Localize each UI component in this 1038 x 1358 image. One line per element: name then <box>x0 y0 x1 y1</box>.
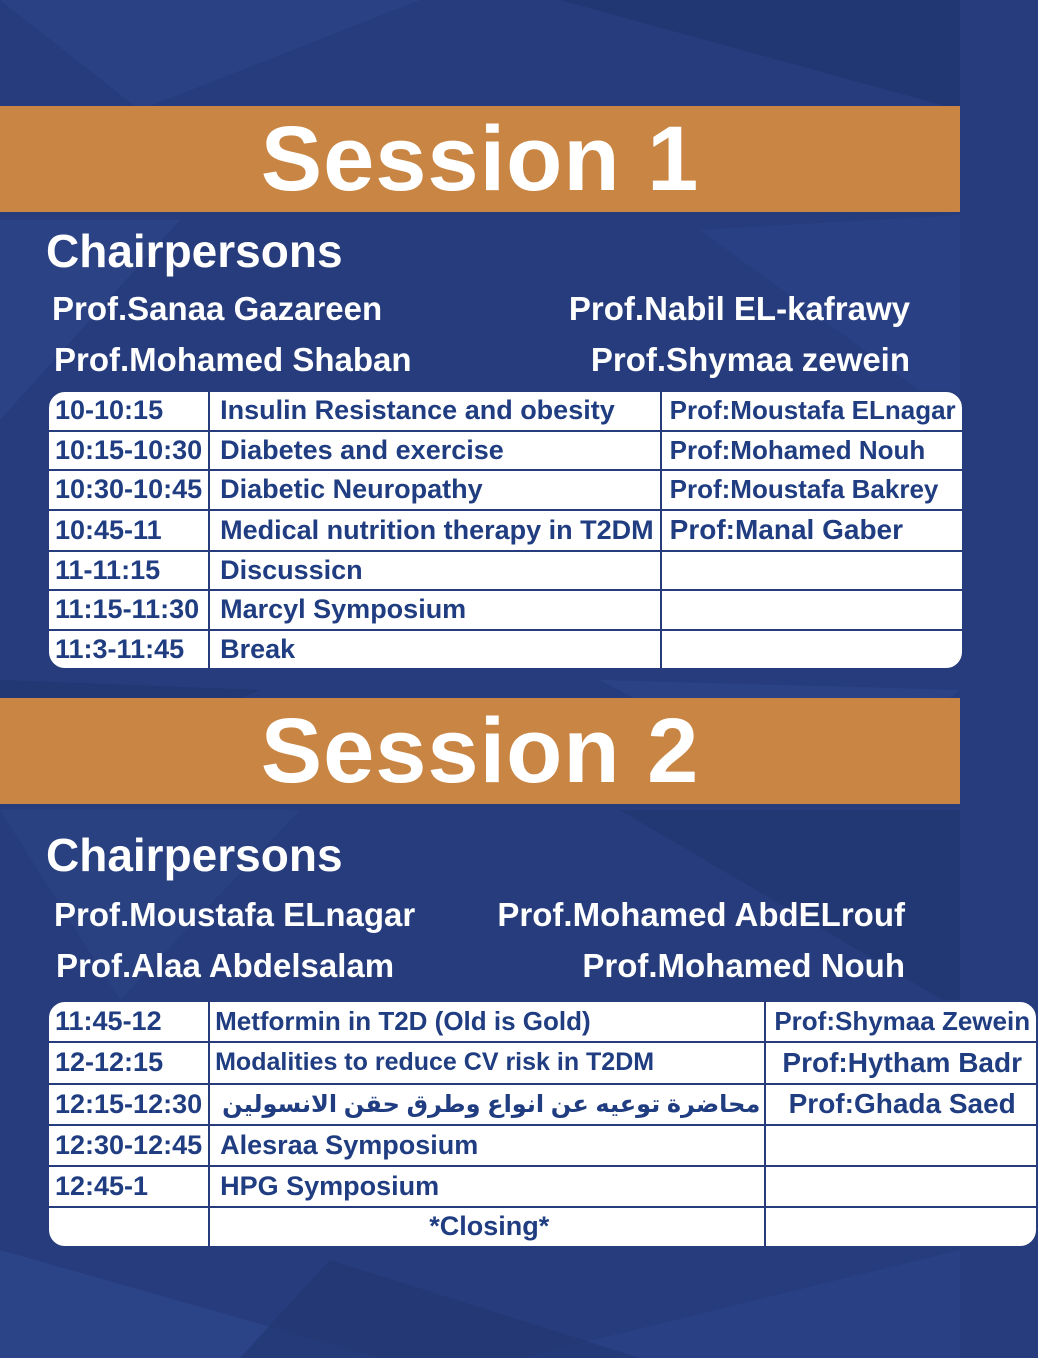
session2-schedule-table <box>47 1000 1038 1248</box>
speaker-cell: Prof:Hytham Badr <box>766 1043 1036 1085</box>
session2-chair-left-2: Prof.Alaa Abdelsalam <box>56 947 395 984</box>
table-row <box>49 471 962 511</box>
session1-chair-heading: Chairpersons <box>46 225 343 277</box>
speaker-cell: Prof:Moustafa Bakrey <box>662 471 962 511</box>
time-cell: 10:45-11 <box>49 511 210 552</box>
session1-chair-left-1: Prof.Sanaa Gazareen <box>52 290 383 327</box>
time-cell: 11:45-12 <box>49 1002 210 1043</box>
time-cell: 12:30-12:45 <box>49 1126 210 1167</box>
closing-cell: *Closing* <box>210 1208 766 1246</box>
topic-cell: Discussicn <box>210 552 662 592</box>
session1-title: Session 1 <box>260 107 700 210</box>
table-row <box>49 511 962 552</box>
topic-cell: Modalities to reduce CV risk in T2DM <box>210 1043 766 1085</box>
table-row <box>49 1126 1036 1167</box>
table-row <box>49 1208 1036 1246</box>
speaker-cell: Prof:Shymaa Zewein <box>766 1002 1036 1043</box>
table-row <box>49 1002 1036 1043</box>
topic-cell: Break <box>210 631 662 668</box>
speaker-cell <box>662 631 962 668</box>
session1-schedule-table <box>47 390 964 670</box>
time-cell: 11:3-11:45 <box>49 631 210 668</box>
topic-cell: Marcyl Symposium <box>210 591 662 631</box>
table-row <box>49 1085 1036 1127</box>
table-row <box>49 631 962 668</box>
time-cell: 10-10:15 <box>49 392 210 432</box>
speaker-cell <box>766 1126 1036 1167</box>
table-row <box>49 392 962 432</box>
table-row <box>49 591 962 631</box>
time-cell: 11:15-11:30 <box>49 591 210 631</box>
session1-chair-right-2: Prof.Shymaa zewein <box>590 341 910 378</box>
topic-cell: محاضرة توعيه عن انواع وطرق حقن الانسولين <box>210 1085 766 1127</box>
session1-chair-right-1: Prof.Nabil EL-kafrawy <box>568 290 910 327</box>
session1-chair-left-2: Prof.Mohamed Shaban <box>54 341 412 378</box>
session2-banner <box>0 698 960 804</box>
session2-title: Session 2 <box>260 699 700 802</box>
session2-chair-heading: Chairpersons <box>46 829 343 881</box>
speaker-cell <box>766 1208 1036 1246</box>
time-cell: 12:15-12:30 <box>49 1085 210 1127</box>
time-cell: 12-12:15 <box>49 1043 210 1085</box>
topic-cell: Diabetes and exercise <box>210 432 662 472</box>
session2-chair-left-1: Prof.Moustafa ELnagar <box>54 896 416 933</box>
time-cell <box>49 1208 210 1246</box>
speaker-cell: Prof:Mohamed Nouh <box>662 432 962 472</box>
table-row <box>49 552 962 592</box>
speaker-cell <box>766 1167 1036 1208</box>
time-cell: 10:15-10:30 <box>49 432 210 472</box>
speaker-cell <box>662 591 962 631</box>
topic-cell: Alesraa Symposium <box>210 1126 766 1167</box>
speaker-cell: Prof:Manal Gaber <box>662 511 962 552</box>
speaker-cell <box>662 552 962 592</box>
table-row <box>49 1167 1036 1208</box>
speaker-cell: Prof:Moustafa ELnagar <box>662 392 962 432</box>
time-cell: 10:30-10:45 <box>49 471 210 511</box>
topic-cell: Insulin Resistance and obesity <box>210 392 662 432</box>
session2-chair-right-1: Prof.Mohamed AbdELrouf <box>497 896 905 933</box>
topic-cell: HPG Symposium <box>210 1167 766 1208</box>
session1-banner <box>0 106 960 212</box>
topic-cell: Medical nutrition therapy in T2DM <box>210 511 662 552</box>
speaker-cell: Prof:Ghada Saed <box>766 1085 1036 1127</box>
session2-chair-right-2: Prof.Mohamed Nouh <box>582 947 905 984</box>
time-cell: 11-11:15 <box>49 552 210 592</box>
table-row <box>49 432 962 472</box>
topic-cell: Diabetic Neuropathy <box>210 471 662 511</box>
table-row <box>49 1043 1036 1085</box>
time-cell: 12:45-1 <box>49 1167 210 1208</box>
topic-cell: Metformin in T2D (Old is Gold) <box>210 1002 766 1043</box>
